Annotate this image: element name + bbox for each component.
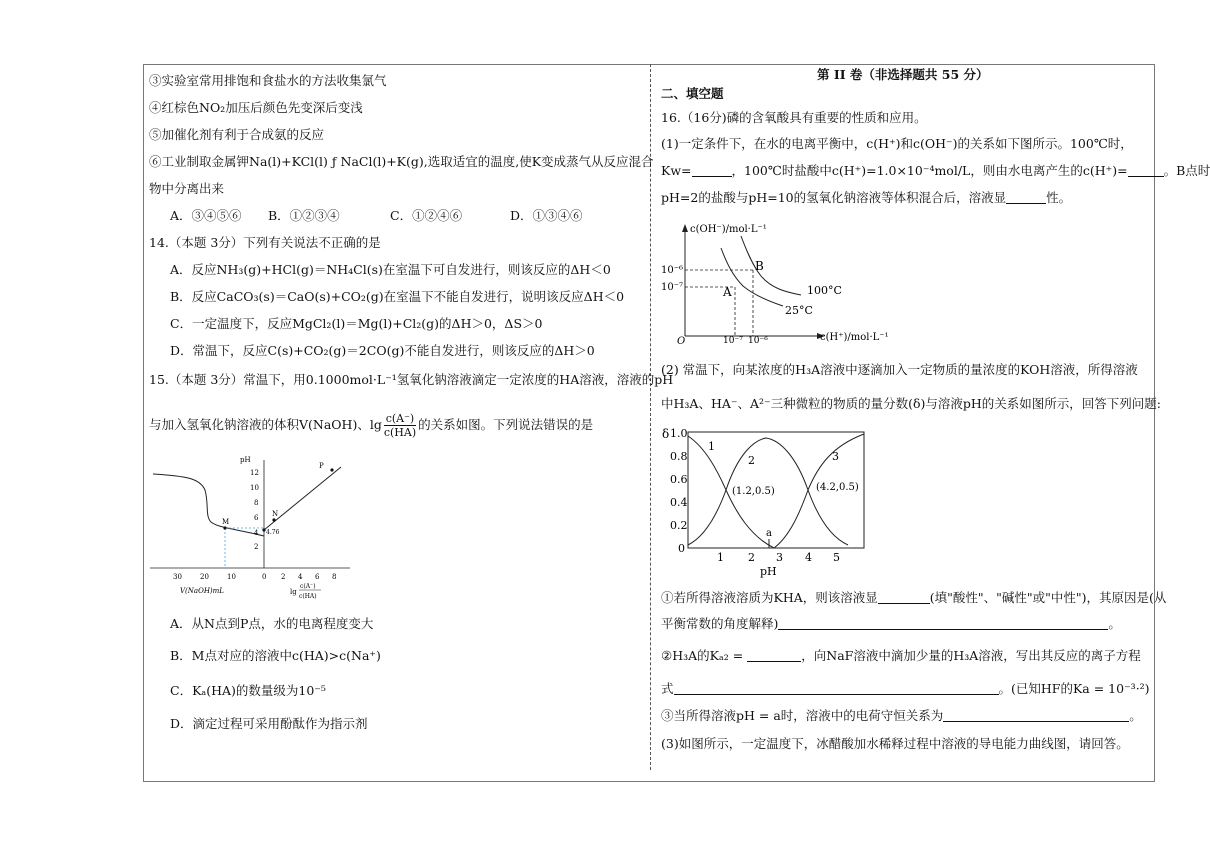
q16-stem: 16.（16分)磷的含氧酸具有重要的性质和应用。 bbox=[661, 110, 927, 125]
q16-2-1b: (填"酸性"、"碱性"或"中性")，其原因是(从 bbox=[929, 590, 1167, 605]
q15-label-p: P bbox=[319, 462, 324, 470]
q16-2-3a: ③当所得溶液pH = a时，溶液中的电荷守恒关系为 bbox=[661, 708, 944, 723]
chart1-ytick-2: 10⁻⁷ bbox=[661, 282, 684, 293]
q16-2-3b: 。 bbox=[1129, 708, 1142, 723]
q13-option-c: C．①②④⑥ bbox=[390, 208, 463, 223]
q15-xlabel-right-num: c(A⁻) bbox=[300, 583, 316, 590]
chart2-curve-3-label: 3 bbox=[832, 450, 839, 463]
q14-option-c: C．一定温度下，反应MgCl₂(l)＝Mg(l)+Cl₂(g)的ΔH＞0，ΔS＞0 bbox=[170, 316, 543, 331]
q15-option-c: C．Kₐ(HA)的数量级为10⁻⁵ bbox=[170, 683, 326, 698]
acidity-blank[interactable] bbox=[878, 591, 930, 604]
q16-1-line-a: (1)一定条件下，在水的电离平衡中，c(H⁺)和c(OH⁻)的关系如下图所示。100℃时， bbox=[661, 136, 1133, 151]
q13-option-d: D．①③④⑥ bbox=[510, 208, 583, 223]
q16-1-line-b bbox=[661, 163, 1210, 179]
q15-ytick: 12 bbox=[250, 469, 259, 477]
chart1-ytick-1: 10⁻⁶ bbox=[661, 265, 684, 276]
q16-2-1-line-b bbox=[661, 616, 1121, 632]
q16-1-c2: 性。 bbox=[1046, 190, 1072, 205]
chart2-ytick: 0 bbox=[678, 542, 685, 555]
section-subtitle: 二、填空题 bbox=[661, 86, 724, 101]
chart2-xlabel: pH bbox=[760, 565, 777, 578]
q16-2-2-line-a bbox=[661, 648, 1141, 664]
section-title: 第 II 卷（非选择题共 55 分） bbox=[817, 67, 989, 82]
q15-ytick: 10 bbox=[250, 484, 259, 492]
chart1-xlabel: c(H⁺)/mol·L⁻¹ bbox=[820, 332, 889, 343]
q15-xtick: 30 bbox=[173, 573, 182, 581]
q15-frac-num: c(A⁻) bbox=[385, 412, 415, 425]
q15-stem-2b: 的关系如图。下列说法错误的是 bbox=[418, 417, 594, 432]
q16-2-1c: 平衡常数的角度解释) bbox=[661, 616, 779, 631]
item-4: ④红棕色NO₂加压后颜色先变深后变浅 bbox=[149, 100, 363, 115]
q15-ylabel: pH bbox=[240, 456, 251, 464]
chart2-curve-2-label: 2 bbox=[748, 454, 755, 467]
chart1-label-a: A bbox=[723, 285, 732, 299]
q15-ytick: 2 bbox=[254, 543, 259, 551]
q13-option-b: B．①②③④ bbox=[268, 208, 340, 223]
chart2-ytick: 1.0 bbox=[670, 427, 688, 440]
q15-xtick: 4 bbox=[298, 573, 303, 581]
q15-titration-chart bbox=[145, 450, 355, 600]
q15-xlabel-right-pre: lg bbox=[290, 588, 297, 596]
chart2-point-a-label: a bbox=[766, 528, 772, 539]
q15-xtick: 20 bbox=[200, 573, 209, 581]
q15-ytick: 8 bbox=[254, 499, 259, 507]
chart2-ylabel: δ bbox=[662, 427, 670, 441]
q15-point-n bbox=[272, 518, 275, 521]
nature-blank[interactable] bbox=[1006, 191, 1046, 204]
chart1-xtick-2: 10⁻⁶ bbox=[748, 336, 768, 346]
chart1-label-b: B bbox=[755, 259, 764, 273]
q15-xtick: 6 bbox=[315, 573, 320, 581]
chart1-origin: O bbox=[677, 336, 686, 347]
q15-xtick: 8 bbox=[332, 573, 337, 581]
item-3: ③实验室常用排饱和食盐水的方法收集氯气 bbox=[149, 73, 387, 88]
q16-3-line: (3)如图所示，一定温度下，冰醋酸加水稀释过程中溶液的导电能力曲线图，请回答。 bbox=[661, 736, 1129, 751]
q16-1-b2: ，100℃时盐酸中c(H⁺)=1.0×10⁻⁴mol/L，则由水电离产生的c(H⁺)= bbox=[731, 163, 1128, 178]
chart2-xtick: 4 bbox=[805, 551, 812, 564]
q15-xlabel-left: V(NaOH)mL bbox=[180, 587, 224, 595]
q15-xtick: 0 bbox=[262, 573, 267, 581]
q15-point-m bbox=[223, 526, 226, 529]
reason-blank[interactable] bbox=[778, 617, 1108, 630]
q15-titration-curve bbox=[153, 474, 264, 536]
chart1-curve-100 bbox=[741, 236, 801, 295]
q16-water-ionization-chart bbox=[655, 218, 915, 348]
chart2-point-1-label: (1.2,0.5) bbox=[732, 486, 775, 497]
q16-2-1-line-a bbox=[661, 590, 1166, 606]
q15-stem-1: 15.（本题 3分）常温下，用0.1000mol·L⁻¹氢氧化钠溶液滴定一定浓度的HA溶液，溶液的pH bbox=[149, 372, 674, 387]
q15-option-a: A．从N点到P点，水的电离程度变大 bbox=[170, 616, 374, 631]
q16-2-3-line bbox=[661, 708, 1142, 724]
chart2-curve-1-label: 1 bbox=[708, 440, 715, 453]
q16-1-c1: pH=2的盐酸与pH=10的氢氧化钠溶液等体积混合后，溶液显 bbox=[661, 190, 1007, 205]
item-6-cont: 物中分离出来 bbox=[149, 181, 225, 196]
q16-2-line-b: 中H₃A、HA⁻、A²⁻三种微粒的物质的量分数(δ)与溶液pH的关系如图所示，回答下列问题: bbox=[661, 396, 1161, 411]
chart1-y-arrow bbox=[682, 224, 688, 232]
ka2-blank[interactable] bbox=[747, 649, 801, 662]
chart2-point-2-label: (4.2,0.5) bbox=[816, 482, 859, 493]
chart2-xticks bbox=[717, 551, 840, 564]
q15-stem-2 bbox=[149, 412, 593, 439]
chart2-ytick: 0.4 bbox=[670, 496, 688, 509]
q15-ytick: 4 bbox=[254, 529, 259, 537]
q15-xtick: 2 bbox=[281, 573, 286, 581]
q16-distribution-chart bbox=[656, 424, 876, 580]
chart2-ytick: 0.6 bbox=[670, 473, 688, 486]
q16-2-2c: 式 bbox=[661, 681, 674, 696]
chart2-yticks bbox=[670, 427, 688, 555]
q14-stem: 14.（本题 3分）下列有关说法不正确的是 bbox=[149, 235, 381, 250]
q16-2-1a: ①若所得溶液溶质为KHA，则该溶液显 bbox=[661, 590, 878, 605]
q15-lg-line bbox=[264, 467, 341, 530]
q16-2-2d: 。(已知HF的Ka = 10⁻³·²) bbox=[998, 681, 1150, 696]
chart1-ylabel: c(OH⁻)/mol·L⁻¹ bbox=[690, 224, 767, 235]
item-5: ⑤加催化剂有利于合成氨的反应 bbox=[149, 127, 325, 142]
q16-1-kw-label: Kw= bbox=[661, 163, 692, 178]
q16-2-1d: 。 bbox=[1108, 616, 1121, 631]
chart1-xtick-1: 10⁻⁷ bbox=[723, 336, 743, 346]
q15-xticks bbox=[173, 573, 336, 581]
chart2-xtick: 1 bbox=[717, 551, 724, 564]
chart1-curve-100-label: 100°C bbox=[807, 284, 842, 297]
item-6: ⑥工业制取金属钾Na(l)+KCl(l) ƒ NaCl(l)+K(g),选取适宜的温度,使K变成蒸气从反应混合 bbox=[149, 154, 654, 169]
q16-2-line-a: (2) 常温下，向某浓度的H₃A溶液中逐滴加入一定物质的量浓度的KOH溶液，所得溶液 bbox=[661, 362, 1138, 377]
q14-option-a: A．反应NH₃(g)+HCl(g)＝NH₄Cl(s)在室温下可自发进行，则该反应的ΔH＜0 bbox=[170, 262, 611, 277]
chart2-ytick: 0.8 bbox=[670, 450, 688, 463]
q15-xlabel-right-den: c(HA) bbox=[299, 593, 317, 600]
q15-label-476: 4.76 bbox=[266, 529, 280, 536]
q16-2-2b: ，向NaF溶液中滴加少量的H₃A溶液，写出其反应的离子方程 bbox=[801, 648, 1141, 663]
chart2-xtick: 5 bbox=[833, 551, 840, 564]
q15-option-b: B．M点对应的溶液中c(HA)>c(Na⁺) bbox=[170, 648, 381, 663]
chart2-xtick: 3 bbox=[776, 551, 783, 564]
q16-2-2a: ②H₃A的Kₐ₂ = bbox=[661, 648, 748, 663]
equation-blank[interactable] bbox=[674, 682, 999, 695]
q15-ytick: 6 bbox=[254, 514, 259, 522]
q16-1-b3: 。B点时 bbox=[1163, 163, 1210, 178]
ch-blank[interactable] bbox=[1128, 164, 1164, 177]
q15-xtick: 10 bbox=[227, 573, 236, 581]
q16-1-line-c bbox=[661, 190, 1071, 206]
chart2-ytick: 0.2 bbox=[670, 519, 688, 532]
q15-fraction bbox=[384, 412, 416, 439]
q15-stem-2a: 与加入氢氧化钠溶液的体积V(NaOH)、lg bbox=[149, 417, 382, 432]
kw-blank[interactable] bbox=[692, 164, 732, 177]
q15-label-m: M bbox=[222, 518, 230, 526]
q15-label-n: N bbox=[272, 510, 279, 518]
q14-option-b: B．反应CaCO₃(s)＝CaO(s)+CO₂(g)在室温下不能自发进行，说明该反应ΔH＜0 bbox=[170, 289, 625, 304]
charge-balance-blank[interactable] bbox=[943, 709, 1129, 722]
chart2-xtick: 2 bbox=[748, 551, 755, 564]
chart1-curve-25-label: 25°C bbox=[785, 304, 813, 317]
q15-option-d: D．滴定过程可采用酚酞作为指示剂 bbox=[170, 716, 368, 731]
q15-frac-den: c(HA) bbox=[383, 426, 417, 439]
q14-option-d: D．常温下，反应C(s)+CO₂(g)＝2CO(g)不能自发进行，则该反应的ΔH＞0 bbox=[170, 343, 595, 358]
q13-option-a: A．③④⑤⑥ bbox=[170, 208, 242, 223]
q16-2-2-line-b bbox=[661, 681, 1150, 697]
q15-yticks bbox=[250, 469, 259, 551]
q15-point-p bbox=[330, 468, 333, 471]
